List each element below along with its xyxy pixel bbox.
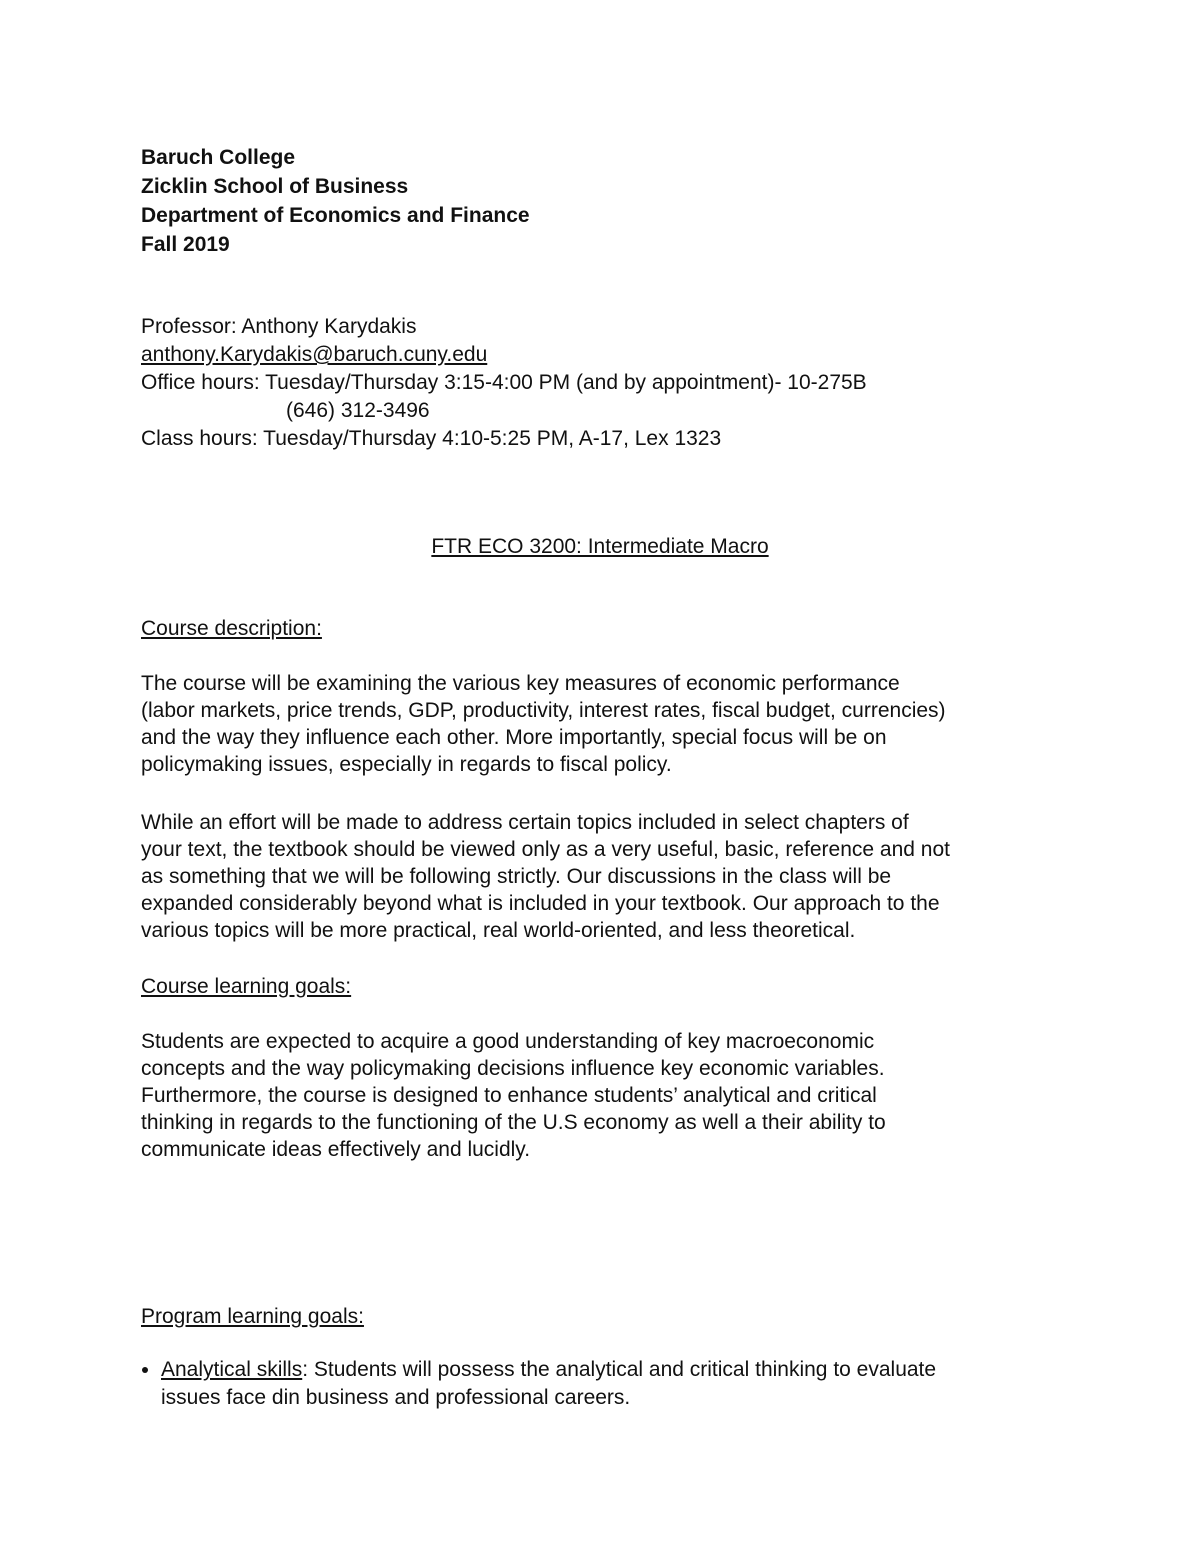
course-description-paragraph-1 xyxy=(141,670,1071,778)
college-name: Baruch College xyxy=(141,146,296,169)
office-hours: Office hours: Tuesday/Thursday 3:15-4:00 PM (and by appointment)- 10-275B xyxy=(141,371,867,394)
text-line: Furthermore, the course is designed to enhance students’ analytical and critical xyxy=(141,1084,877,1107)
goal-text: : Students will possess the analytical and critical thinking to evaluate xyxy=(302,1358,937,1381)
text-line: (labor markets, price trends, GDP, productivity, interest rates, fiscal budget, currencies) xyxy=(141,699,946,722)
text-line: as something that we will be following strictly. Our discussions in the class will be xyxy=(141,865,892,888)
professor-name: Professor: Anthony Karydakis xyxy=(141,315,417,338)
text-line: and the way they influence each other. More importantly, special focus will be on xyxy=(141,726,887,749)
course-learning-goals-heading: Course learning goals: xyxy=(141,975,352,998)
contact-info xyxy=(141,313,867,453)
goal-label: Analytical skills xyxy=(161,1358,303,1381)
department-name: Department of Economics and Finance xyxy=(141,204,530,227)
course-title xyxy=(0,533,1200,561)
course-learning-goals-paragraph xyxy=(141,1028,1071,1163)
list-item xyxy=(141,1356,1071,1412)
course-title-text: FTR ECO 3200: Intermediate Macro xyxy=(431,535,769,558)
goal-text-continued: issues face din business and professional careers. xyxy=(161,1386,631,1409)
phone-number: (646) 312-3496 xyxy=(286,399,430,422)
text-line: While an effort will be made to address certain topics included in select chapters of xyxy=(141,811,909,834)
course-description-paragraph-2 xyxy=(141,809,1071,944)
text-line: Students are expected to acquire a good understanding of key macroeconomic xyxy=(141,1030,875,1053)
text-line: expanded considerably beyond what is included in your textbook. Our approach to the xyxy=(141,892,940,915)
course-description-heading: Course description: xyxy=(141,617,322,640)
class-hours: Class hours: Tuesday/Thursday 4:10-5:25 PM, A-17, Lex 1323 xyxy=(141,427,722,450)
text-line: communicate ideas effectively and lucidly. xyxy=(141,1138,531,1161)
text-line: concepts and the way policymaking decisions influence key economic variables. xyxy=(141,1057,885,1080)
program-learning-goals-list xyxy=(141,1356,1071,1412)
term: Fall 2019 xyxy=(141,233,230,256)
school-name: Zicklin School of Business xyxy=(141,175,409,198)
document-header xyxy=(141,143,530,259)
bullet-icon xyxy=(142,1367,148,1373)
text-line: your text, the textbook should be viewed only as a very useful, basic, reference and not xyxy=(141,838,950,861)
text-line: The course will be examining the various key measures of economic performance xyxy=(141,672,900,695)
email-link[interactable]: anthony.Karydakis@baruch.cuny.edu xyxy=(141,343,488,366)
text-line: various topics will be more practical, real world-oriented, and less theoretical. xyxy=(141,919,856,942)
text-line: thinking in regards to the functioning of the U.S economy as well a their ability to xyxy=(141,1111,886,1134)
program-learning-goals-heading: Program learning goals: xyxy=(141,1305,364,1328)
text-line: policymaking issues, especially in regards to fiscal policy. xyxy=(141,753,672,776)
